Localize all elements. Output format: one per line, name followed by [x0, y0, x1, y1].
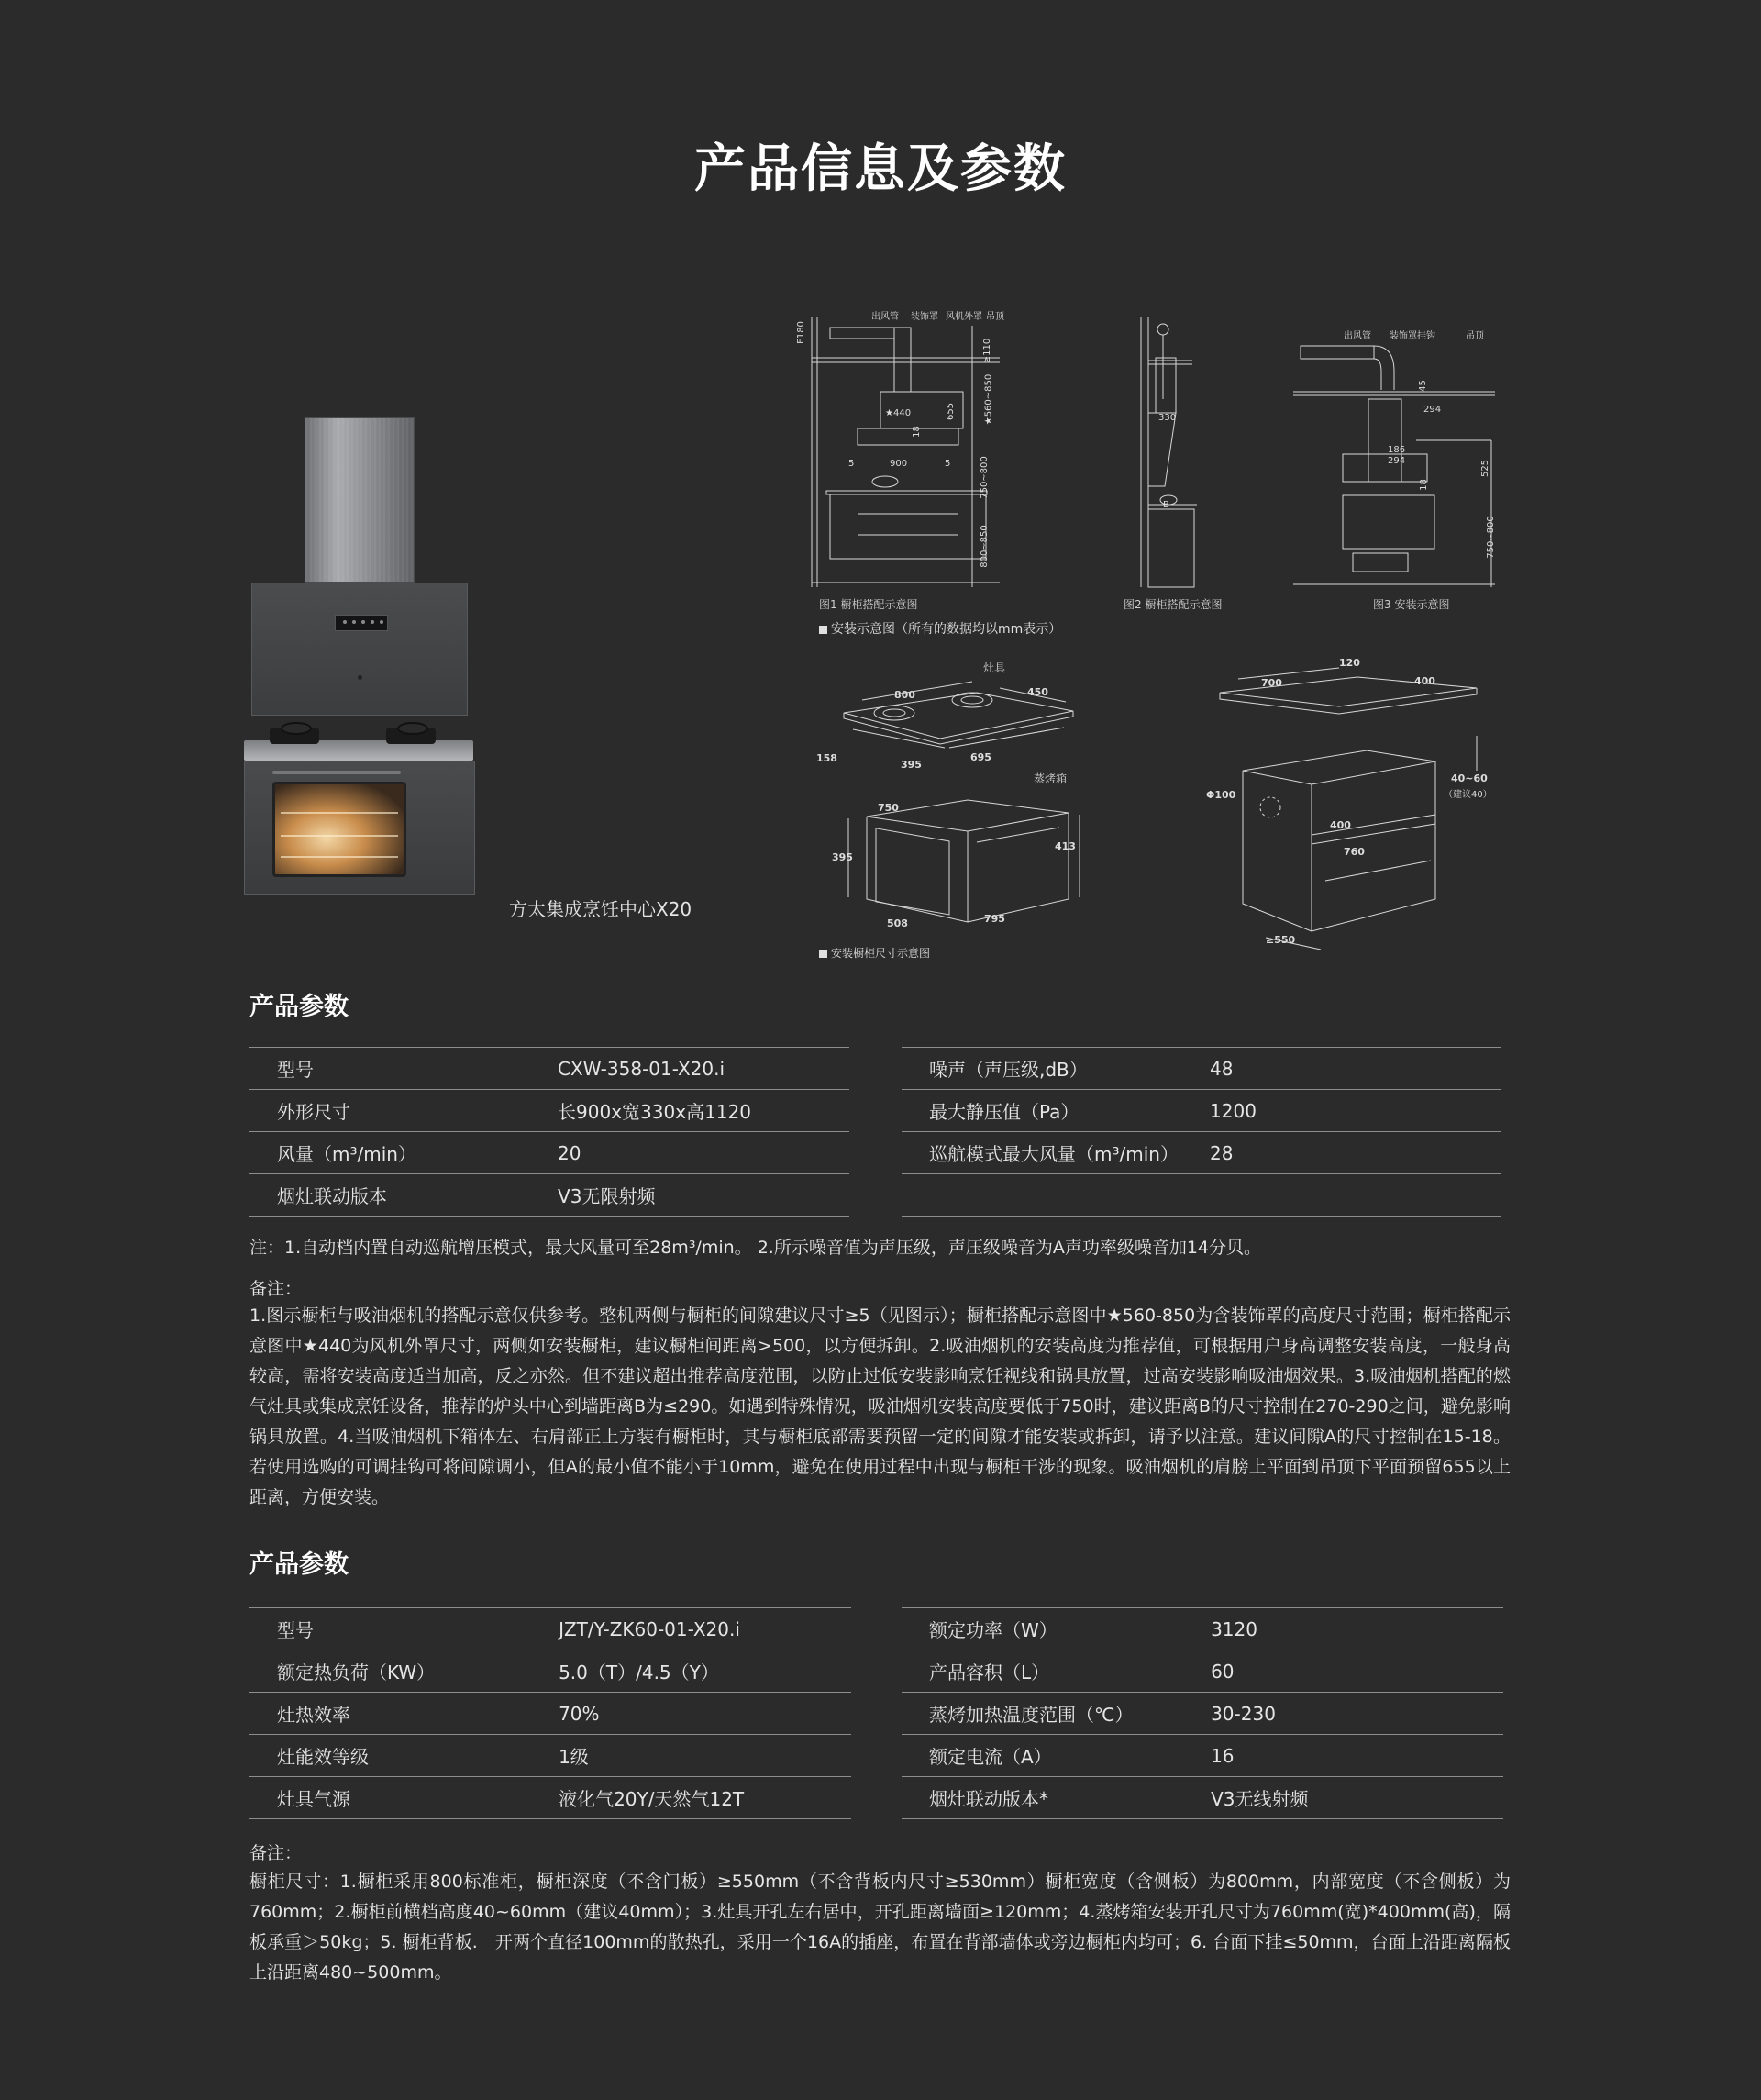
cabinet-dim-suggest40: （建议40） [1444, 790, 1492, 800]
fig2-caption: 图2 橱柜搭配示意图 [1124, 598, 1223, 611]
table-row [902, 1174, 1501, 1217]
fig1-dim-5b: 5 [945, 459, 951, 469]
section1-remark: 1.图示橱柜与吸油烟机的搭配示意仅供参考。整机两侧与橱柜的间隙建议尺寸≥5（见图示）；橱柜搭配示意图中★560-850为含装饰罩的高度尺寸范围；橱柜搭配示意图中★440为风机外罩尺寸，两侧如安装橱柜，建议橱柜间距离>500，以方便拆卸。2.吸油烟机的安装高度为推荐值，可根据用户身高调整安装高度，一般身高较高，需将安装高度适当加高，反之亦然。但不建议超出推荐高度范围，以防止过低安装影响烹饪视线和锅具放置，过高安装影响吸油烟效果。3.吸油烟机搭配的燃气灶具或集成烹饪设备，推荐的炉头中心到墙距离B为≤290。如遇到特殊情况，吸油烟机安装高度要低于750时，建议距离B的尺寸控制在270-290之间，避免影响锅具放置。4.当吸油烟机下箱体左、右肩部正上方装有橱柜时，其与橱柜底部需要预留一定的间隙才能安装或拆卸，请予以注意。建议间隙A的尺寸控制在15-18。若使用选购的可调挂钩可将间隙调小，但A的最小值不能小于10mm，避免在使用过程中出现与橱柜干涉的现象。吸油烟机的肩膀上平面到吊顶下平面预留655以上距离，方便安装。 [249, 1306, 1511, 1507]
table-row: 型号 CXW-358-01-X20.i [249, 1048, 849, 1090]
cabinet-dim-120: 120 [1339, 657, 1360, 669]
table-row: 额定电流（A） 16 [902, 1735, 1503, 1777]
stove-label: 灶具 [983, 661, 1006, 674]
stove-dim-450: 450 [1027, 686, 1048, 698]
range-hood-chimney [305, 417, 415, 583]
fig1-label-ceiling: 吊顶 [986, 312, 1004, 322]
oven-dim-413: 413 [1055, 840, 1076, 852]
install-diagram-fig2 [1128, 317, 1229, 592]
section2-remark: 橱柜尺寸：1.橱柜采用800标准柜，橱柜深度（不含门板）≥550mm（不含背板内尺寸≥530mm）橱柜宽度（含侧板）为800mm，内部宽度（不含侧板）为760mm；2.橱柜前横档高度40~60mm（建议40mm）；3.灶具开孔左右居中，开孔距离墙面≥120mm；4.蒸烤箱安装开孔尺寸为760mm(宽)*400mm(高)，隔板承重＞50kg；5. 橱柜背板. 开两个直径100mm的散热孔，采用一个16A的插座，布置在背部墙体或旁边橱柜内均可；6. 台面下挂≤50mm，台面上沿距离隔板上沿距离480~500mm。 [249, 1872, 1511, 1983]
fig3-dim-294b: 294 [1388, 456, 1406, 466]
cabinet-dim-ge550: ≥550 [1266, 934, 1296, 946]
oven [244, 761, 475, 895]
fig1-dim-440: ★440 [885, 408, 912, 418]
fig1-dim-800-850: 800~850 [979, 525, 990, 568]
stove-dim-395: 395 [901, 759, 922, 771]
fig3-dim-294a: 294 [1423, 405, 1442, 415]
table-row: 灶具气源 液化气20Y/天然气12T [249, 1777, 851, 1819]
oven-dim-508: 508 [887, 917, 908, 929]
cabinet-dim-400a: 400 [1414, 675, 1435, 687]
stove-cutout-diagram [816, 656, 1082, 775]
table-row: 型号 JZT/Y-ZK60-01-X20.i [249, 1608, 851, 1650]
fig1-caption: 图1 橱柜搭配示意图 [819, 598, 918, 611]
oven-cutout-diagram [830, 771, 1087, 936]
table-row: 产品容积（L） 60 [902, 1650, 1503, 1693]
stove-dim-800: 800 [894, 689, 915, 701]
cabinet-dim-40-60: 40~60 [1451, 772, 1488, 784]
fig2-dim-b: B [1163, 500, 1169, 510]
fig1-dim-560-850: ★560~850 [983, 373, 994, 426]
table-row: 烟灶联动版本 V3无限射频 [249, 1174, 849, 1217]
table-row: 外形尺寸 长900x宽330x高1120 [249, 1090, 849, 1132]
oven-dim-795: 795 [984, 913, 1005, 925]
fig3-dim-750-800: 750~800 [1485, 516, 1496, 559]
fig3-label-outlet: 出风管 [1344, 331, 1371, 341]
fig1-dim-900: 900 [890, 459, 908, 469]
table-row: 风量（m³/min） 20 [249, 1132, 849, 1174]
table-row: 最大静压值（Pa） 1200 [902, 1090, 1501, 1132]
oven-dim-395: 395 [832, 851, 853, 863]
table-row: 额定热负荷（KW） 5.0（T）/4.5（Y） [249, 1650, 851, 1693]
table-row: 灶能效等级 1级 [249, 1735, 851, 1777]
section1-right-table [902, 1047, 1501, 1217]
fig3-dim-525: 525 [1480, 459, 1491, 478]
table-row: 巡航模式最大风量（m³/min） 28 [902, 1132, 1501, 1174]
fig3-dim-18: 18 [1418, 479, 1429, 491]
product-caption: 方太集成烹饪中心X20 [509, 898, 692, 920]
cabinet-dim-400b: 400 [1330, 819, 1351, 831]
cabinet-dim-760: 760 [1344, 846, 1365, 858]
section1-note: 注：1.自动档内置自动巡航增压模式，最大风量可至28m³/min。 2.所示噪音值为声压级，声压级噪音为A声功率级噪音加14分贝。 [249, 1238, 1262, 1258]
cabinet-dim-700: 700 [1261, 677, 1282, 689]
section2-title: 产品参数 [249, 1550, 349, 1579]
table-row: 蒸烤加热温度范围（℃） 30-230 [902, 1693, 1503, 1735]
install-diagram-note: 安装示意图（所有的数据均以mm表示） [819, 619, 1061, 638]
cabinet-diagram-note: 安装橱柜尺寸示意图 [819, 945, 930, 961]
fig3-label-hook: 装饰罩挂钩 [1390, 331, 1435, 341]
install-diagram-fig3 [1293, 326, 1504, 592]
stove-dim-158: 158 [816, 752, 837, 764]
section1-left-table [249, 1047, 849, 1217]
fig1-label-outlet-pipe: 出风管 [871, 312, 899, 322]
oven-window [272, 782, 406, 877]
fig1-label-cover: 装饰罩 [911, 312, 938, 322]
section2-remark-title: 备注： [249, 1843, 303, 1863]
section1-title: 产品参数 [249, 993, 349, 1021]
fig3-label-ceiling: 吊顶 [1466, 331, 1484, 341]
fig1-dim-750-800: 750~800 [979, 456, 990, 499]
fig3-caption: 图3 安装示意图 [1373, 598, 1450, 611]
fig1-dim-18: 18 [911, 426, 922, 438]
oven-label: 蒸烤箱 [1034, 772, 1068, 785]
product-image [238, 417, 715, 931]
fig1-dim-5a: 5 [848, 459, 855, 469]
section1-remark-title: 备注： [249, 1279, 303, 1299]
fig1-dim-655: 655 [946, 402, 957, 421]
section2-right-table [902, 1607, 1503, 1819]
fig1-dim-f180: F180 [795, 321, 806, 344]
cabinet-diagram [1202, 651, 1504, 959]
fig3-dim-186: 186 [1388, 445, 1406, 455]
fig1-dim-ge110: ≥110 [982, 338, 993, 364]
fig1-label-fan-cover: 风机外罩 [946, 312, 982, 322]
install-diagram-fig1 [793, 307, 1013, 592]
page-title: 产品信息及参数 [694, 139, 1067, 199]
cabinet-dim-phi100: Φ100 [1206, 789, 1236, 801]
hood-display-panel [335, 615, 388, 631]
fig2-dim-330: 330 [1158, 413, 1177, 423]
table-row: 额定功率（W） 3120 [902, 1608, 1503, 1650]
table-row: 烟灶联动版本* V3无线射频 [902, 1777, 1503, 1819]
stove-dim-695: 695 [970, 751, 991, 763]
table-row: 噪声（声压级,dB） 48 [902, 1048, 1501, 1090]
fig3-dim-45: 45 [1417, 380, 1428, 392]
range-hood-body [251, 583, 468, 716]
table-row: 灶热效率 70% [249, 1693, 851, 1735]
section2-left-table [249, 1607, 851, 1819]
oven-dim-750: 750 [878, 802, 899, 814]
cooktop [244, 740, 473, 761]
